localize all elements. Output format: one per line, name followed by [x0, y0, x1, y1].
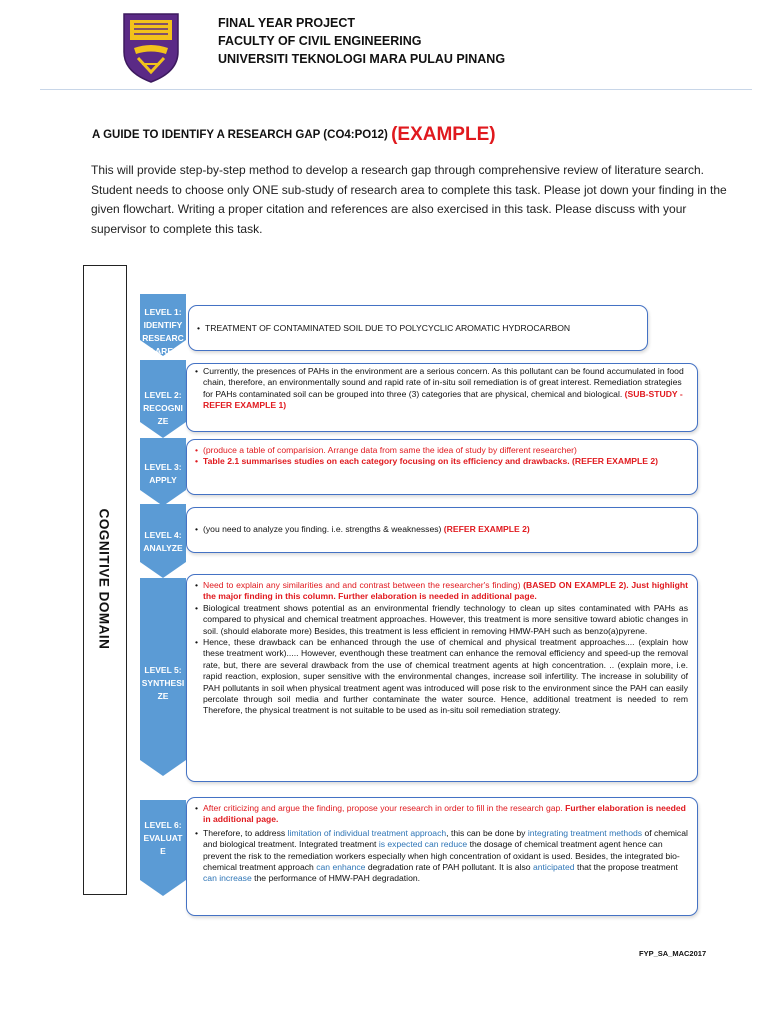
level-6-proposal — [187, 828, 688, 885]
p8: can enhance — [316, 862, 366, 873]
intro-paragraph: This will provide step-by-step method to develop a research gap through comprehensive review of literature search. Student needs to choose only ONE sub-study of research area to complete this task. Please jot down your finding in the given flowchart. Writing a proper citation and references are also exercised in this task. Please discuss with your supervisor to complete this task. — [91, 163, 727, 236]
level-6-label: LEVEL 6: EVALUAT E — [143, 820, 183, 856]
p12: can increase — [203, 873, 252, 884]
header-line-3: UNIVERSITI TEKNOLOGI MARA PULAU PINANG — [218, 52, 506, 66]
level-1-box — [188, 305, 648, 351]
p6: is expected can reduce — [378, 839, 468, 850]
p1: Therefore, to address — [203, 827, 286, 838]
level-5-hence: • Hence, these drawback can be enhanced through the use of chemical and physical treatment approaches.... (explain how these treatment work)..... However, eventhough these treatment can enhance the removal efficiency and speed-up the removal rate, but, there are several drawback from the use of chemical treatment agents at high concentration. .. (explain more, i.e. rapid reaction, explosion, super sensitive with the environmental changes, increase soil infertility. The increase in solubility of PAH pollutants in soil when physical treatment agent was introduced will pose risk to the environment since the PAH can easily percolate through soil media and further contaminate the water source. Hence, additional treatment is needed to rem Therefore, the physical treatment is not suitable to be used as in-situ soil remediation strategy. — [187, 637, 688, 717]
level-4-label: LEVEL 4: ANALYZE — [143, 530, 183, 553]
level-2-text — [187, 366, 688, 412]
p4: integrating treatment methods — [527, 827, 643, 838]
p10: anticipated — [532, 862, 575, 873]
footer-code: FYP_SA_MAC2017 — [639, 949, 707, 958]
p3: , this can be done by — [446, 827, 526, 838]
p9: degradation rate of PAH pollutant. It is also — [367, 862, 531, 873]
level-6-note-b: Further elaboration is needed in additional page. — [203, 803, 686, 825]
p2: limitation of individual treatment approach — [287, 827, 447, 838]
level-3-table-ref: • Table 2.1 summarises studies on each category focusing on its efficiency and drawbacks. (REFER EXAMPLE 2) — [187, 456, 688, 467]
level-3-label: LEVEL 3: APPLY — [144, 462, 182, 485]
header-line-1: FINAL YEAR PROJECT — [218, 16, 356, 30]
level-5-note-a: Need to explain any similarities and and contrast between the researcher's finding) — [203, 580, 521, 590]
level-5-note-b: (BASED ON EXAMPLE 2). Just highlight the major finding in this column. Further elaboration is needed in additional page. — [203, 580, 688, 602]
level-2-box — [186, 363, 698, 432]
level-2-label: LEVEL 2: RECOGNI ZE — [143, 390, 183, 426]
level-2-substudy: (SUB-STUDY - REFER EXAMPLE 1) — [203, 388, 683, 411]
level-5-biological: • Biological treatment shows potential as an environmental friendly technology to clean up sites contaminated with PAHs as compared to physical and chemical treatment approaches. However, this treatment is more sensitive toward abiotic changes in soil. (should elaborate more) Besides, this treatment is less efficient in removing HMW-PAH such as benzo(a)pyrene. — [187, 603, 688, 637]
level-5-box — [186, 574, 698, 782]
p5: of chemical and biological treatment. Integrated treatment — [203, 827, 688, 850]
p7: the dosage of chemical treatment agent hence can prevent the risk to the remediation workers especially when high concentration of oxidant is used. Besides, the integrated bio-chemical treatment approach — [203, 839, 680, 873]
level-3-box — [186, 439, 698, 495]
level-3-note: • (produce a table of comparision. Arrange data from same the idea of study by different researcher) — [187, 445, 688, 456]
p11: that the propose treatment — [576, 862, 678, 873]
cognitive-domain-label: COGNITIVE DOMAIN — [96, 508, 112, 650]
level-1-label: LEVEL 1: IDENTIFY RESEARC H AREA — [142, 307, 184, 356]
level-6-box — [186, 797, 698, 916]
level-6-note — [187, 803, 688, 826]
level-4-body: (you need to analyze you finding. i.e. strengths & weaknesses) — [203, 524, 442, 534]
level-4-box — [186, 507, 698, 553]
level-5-label: LEVEL 5: SYNTHESI ZE — [141, 665, 185, 701]
level-4-ref: (REFER EXAMPLE 2) — [443, 524, 530, 534]
level-5-note — [187, 580, 688, 603]
header-line-2: FACULTY OF CIVIL ENGINEERING — [218, 34, 422, 48]
level-6-note-a: After criticizing and argue the finding, propose your research in order to fill in the research gap. — [203, 803, 563, 813]
guide-title-text: A GUIDE TO IDENTIFY A RESEARCH GAP (CO4:PO12) — [92, 129, 388, 141]
example-tag: (EXAMPLE) — [391, 124, 496, 145]
level-4-text — [187, 524, 688, 535]
level-2-body: Currently, the presences of PAHs in the environment are a serious concern. As this pollutant can be found accumulated in food chain, therefore, an environmentally sound and rapid rate of in-situ soil remediation is of great interest. Remediation strategies for PAHs contaminated soil can be grouped into three (3) categories that are physical, chemical and biological. — [203, 366, 684, 399]
p13: the performance of HMW-PAH degradation. — [254, 873, 421, 884]
level-1-text: • TREATMENT OF CONTAMINATED SOIL DUE TO POLYCYCLIC AROMATIC HYDROCARBON — [189, 323, 638, 334]
